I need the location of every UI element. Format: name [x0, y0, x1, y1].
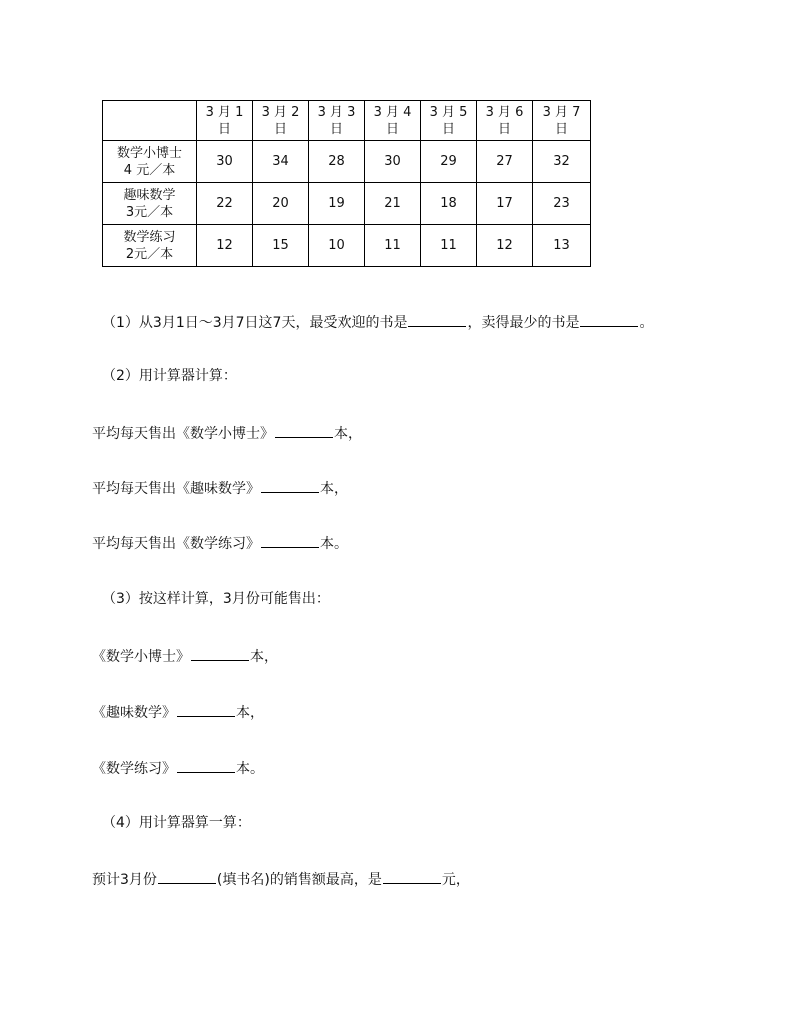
table-header-cell: 3 月 3 日 — [309, 101, 365, 141]
table-header-row — [103, 101, 591, 141]
answer-blank-avg-math-practice[interactable] — [261, 533, 319, 548]
question-4-title: （4）用计算器算一算： — [102, 815, 251, 831]
table-row — [103, 141, 591, 183]
table-cell: 11 — [421, 225, 477, 267]
table-cell: 21 — [365, 183, 421, 225]
table-row — [103, 225, 591, 267]
question-3-line-1-prefix: 《数学小博士》 — [92, 649, 190, 665]
table-cell: 22 — [197, 183, 253, 225]
question-1-suffix: 。 — [639, 315, 654, 331]
row-label: 数学练习 2元／本 — [103, 225, 197, 267]
question-2-line-3-suffix: 本。 — [320, 536, 348, 552]
row-label: 数学小博士 4 元／本 — [103, 141, 197, 183]
answer-blank-march-math-doctor[interactable] — [191, 646, 249, 661]
question-2-line-1-suffix: 本， — [334, 426, 362, 442]
answer-blank-march-math-practice[interactable] — [177, 758, 235, 773]
table-header-cell: 3 月 1 日 — [197, 101, 253, 141]
question-1 — [102, 312, 653, 332]
answer-blank-book-name[interactable] — [158, 869, 216, 884]
answer-blank-least-sold[interactable] — [580, 312, 638, 327]
table-row — [103, 183, 591, 225]
table-cell: 19 — [309, 183, 365, 225]
question-2-line-3 — [92, 533, 348, 553]
question-3-line-1 — [92, 646, 278, 666]
question-3-line-3 — [92, 758, 264, 778]
table-cell: 10 — [309, 225, 365, 267]
question-2-line-3-prefix: 平均每天售出《数学练习》 — [92, 536, 260, 552]
table-cell: 12 — [197, 225, 253, 267]
question-4-middle: (填书名)的销售额最高，是 — [216, 872, 382, 888]
table-cell: 12 — [477, 225, 533, 267]
answer-blank-sales-amount[interactable] — [383, 869, 441, 884]
question-2-title: （2）用计算器计算： — [102, 368, 237, 384]
question-2-line-2 — [92, 478, 348, 498]
question-2-line-2-prefix: 平均每天售出《趣味数学》 — [92, 481, 260, 497]
table-cell: 20 — [253, 183, 309, 225]
question-3-line-3-prefix: 《数学练习》 — [92, 761, 176, 777]
question-2-line-1-prefix: 平均每天售出《数学小博士》 — [92, 426, 274, 442]
answer-blank-avg-fun-math[interactable] — [261, 478, 319, 493]
question-3-line-2-prefix: 《趣味数学》 — [92, 705, 176, 721]
table-header-cell: 3 月 4 日 — [365, 101, 421, 141]
table-header-cell: 3 月 2 日 — [253, 101, 309, 141]
question-4-line — [92, 869, 470, 889]
question-1-middle: ，卖得最少的书是 — [467, 315, 580, 331]
table-cell: 15 — [253, 225, 309, 267]
table-header-cell: 3 月 7 日 — [533, 101, 591, 141]
table-cell: 17 — [477, 183, 533, 225]
table-cell: 34 — [253, 141, 309, 183]
question-3-title: （3）按这样计算，3月份可能售出： — [102, 591, 330, 607]
answer-blank-avg-math-doctor[interactable] — [275, 423, 333, 438]
table-cell: 32 — [533, 141, 591, 183]
table-cell: 18 — [421, 183, 477, 225]
table-header-cell: 3 月 6 日 — [477, 101, 533, 141]
question-2-line-2-suffix: 本， — [320, 481, 348, 497]
table-header-cell — [103, 101, 197, 141]
table-cell: 23 — [533, 183, 591, 225]
row-label: 趣味数学 3元／本 — [103, 183, 197, 225]
question-1-prefix: （1）从3月1日～3月7日这7天，最受欢迎的书是 — [102, 315, 408, 331]
question-3-line-2 — [92, 702, 264, 722]
answer-blank-most-popular[interactable] — [408, 312, 466, 327]
table-cell: 30 — [197, 141, 253, 183]
question-4-suffix: 元， — [441, 872, 470, 888]
table-cell: 28 — [309, 141, 365, 183]
table-cell: 27 — [477, 141, 533, 183]
sales-table — [102, 100, 591, 267]
question-3-line-2-suffix: 本， — [236, 705, 264, 721]
table-cell: 29 — [421, 141, 477, 183]
question-3-line-3-suffix: 本。 — [236, 761, 264, 777]
question-4-prefix: 预计3月份 — [92, 872, 157, 888]
table-cell: 30 — [365, 141, 421, 183]
question-2-line-1 — [92, 423, 362, 443]
answer-blank-march-fun-math[interactable] — [177, 702, 235, 717]
question-3-line-1-suffix: 本， — [250, 649, 278, 665]
table-cell: 13 — [533, 225, 591, 267]
table-header-cell: 3 月 5 日 — [421, 101, 477, 141]
table-cell: 11 — [365, 225, 421, 267]
